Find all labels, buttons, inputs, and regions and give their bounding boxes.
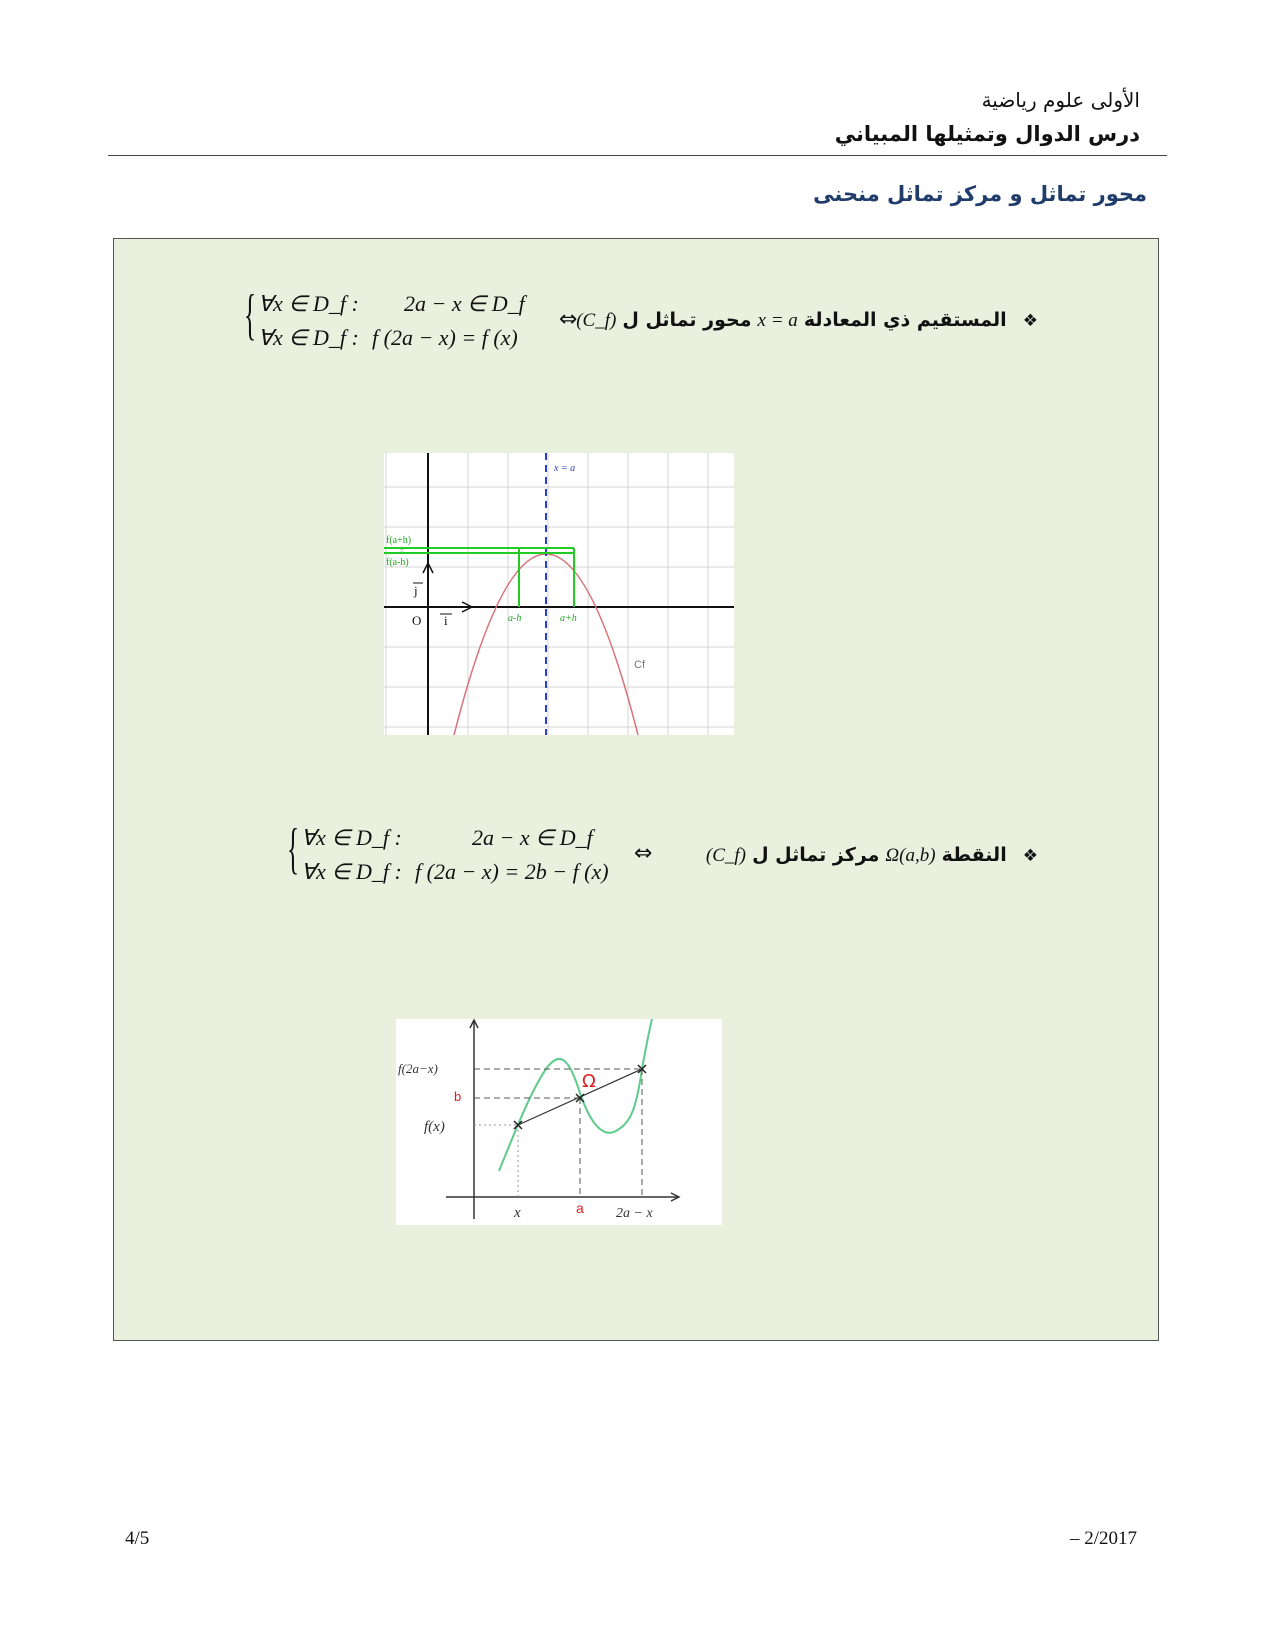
bullet-icon: ❖ xyxy=(1022,846,1038,866)
cubic-graph xyxy=(396,1019,722,1225)
center-condition-system xyxy=(287,818,627,895)
x-label-a: a xyxy=(576,1200,584,1216)
header-level: الأولى علوم رياضية xyxy=(981,88,1140,112)
section-title: محور تماثل و مركز تماثل منحنى xyxy=(813,182,1147,206)
axis-cond2-right: f (2a − x) = f (x) xyxy=(372,325,518,350)
parabola-graph xyxy=(384,453,734,735)
axis-cond1-left: ∀x ∈ D_f : xyxy=(258,291,359,316)
left-brace: { xyxy=(244,284,257,346)
axis-label: x = a xyxy=(554,463,576,474)
left-brace: { xyxy=(287,818,300,880)
j-vector-label: j xyxy=(414,583,418,598)
axis-symmetry-figure xyxy=(384,453,734,735)
y-label-f-a-plus-h: f(a+h) xyxy=(386,535,412,546)
axis-property-statement xyxy=(576,309,1038,332)
curve-label: Cf xyxy=(634,659,645,671)
center-iff-symbol: ⇔ xyxy=(634,841,653,866)
axis-condition-system xyxy=(244,284,544,361)
x-label-x: x xyxy=(514,1205,521,1221)
dotted-guides xyxy=(474,1125,518,1197)
x-label-2a-minus-x: 2a − x xyxy=(616,1206,653,1221)
x-label-a-plus-h: a+h xyxy=(560,613,577,624)
axis-iff-symbol: ⇔ xyxy=(559,307,578,332)
center-cond2-right: f (2a − x) = 2b − f (x) xyxy=(415,859,609,884)
dashed-guides xyxy=(474,1069,642,1197)
header-lesson-title: درس الدوال وتمثيلها المبياني xyxy=(834,122,1140,146)
cubic-curve xyxy=(499,1019,652,1171)
equal-sign: = xyxy=(400,547,404,555)
center-property-statement xyxy=(706,844,1038,867)
center-cond1-right: 2a − x ∈ D_f xyxy=(472,825,593,850)
center-statement-mid: مركز تماثل ل xyxy=(752,844,880,866)
center-symmetry-figure xyxy=(396,1019,722,1225)
y-label-f-x: f(x) xyxy=(424,1119,445,1135)
axis-statement-start: المستقيم ذي المعادلة xyxy=(803,309,1007,331)
center-label: Ω xyxy=(582,1071,596,1092)
y-label-f-a-minus-h: f(a-h) xyxy=(386,557,409,568)
center-cond2-left: ∀x ∈ D_f : xyxy=(301,859,402,884)
center-point: Ω(a,b) xyxy=(885,845,936,866)
center-curve-name: (C_f) xyxy=(705,845,747,866)
axis-cond1-right: 2a − x ∈ D_f xyxy=(404,291,525,316)
axis-statement-mid: محور تماثل ل xyxy=(622,309,752,331)
footer-page-number: 4/5 xyxy=(125,1528,150,1549)
axis-cond2-left: ∀x ∈ D_f : xyxy=(258,325,359,350)
axis-equation: x = a xyxy=(757,310,798,331)
x-label-a-minus-h: a-h xyxy=(508,613,522,624)
footer-year: – 2/2017 xyxy=(1070,1528,1138,1549)
y-label-b: b xyxy=(454,1089,462,1104)
origin-label: O xyxy=(412,613,422,628)
content-panel xyxy=(113,238,1159,1341)
axis-curve-name: (C_f) xyxy=(576,310,617,331)
center-cond1-left: ∀x ∈ D_f : xyxy=(301,825,402,850)
bullet-icon: ❖ xyxy=(1022,311,1038,331)
center-statement-start: النقطة xyxy=(941,844,1007,866)
header-divider xyxy=(108,155,1167,156)
i-vector-label: i xyxy=(444,613,448,628)
y-label-f-2a-minus-x: f(2a−x) xyxy=(398,1061,438,1076)
